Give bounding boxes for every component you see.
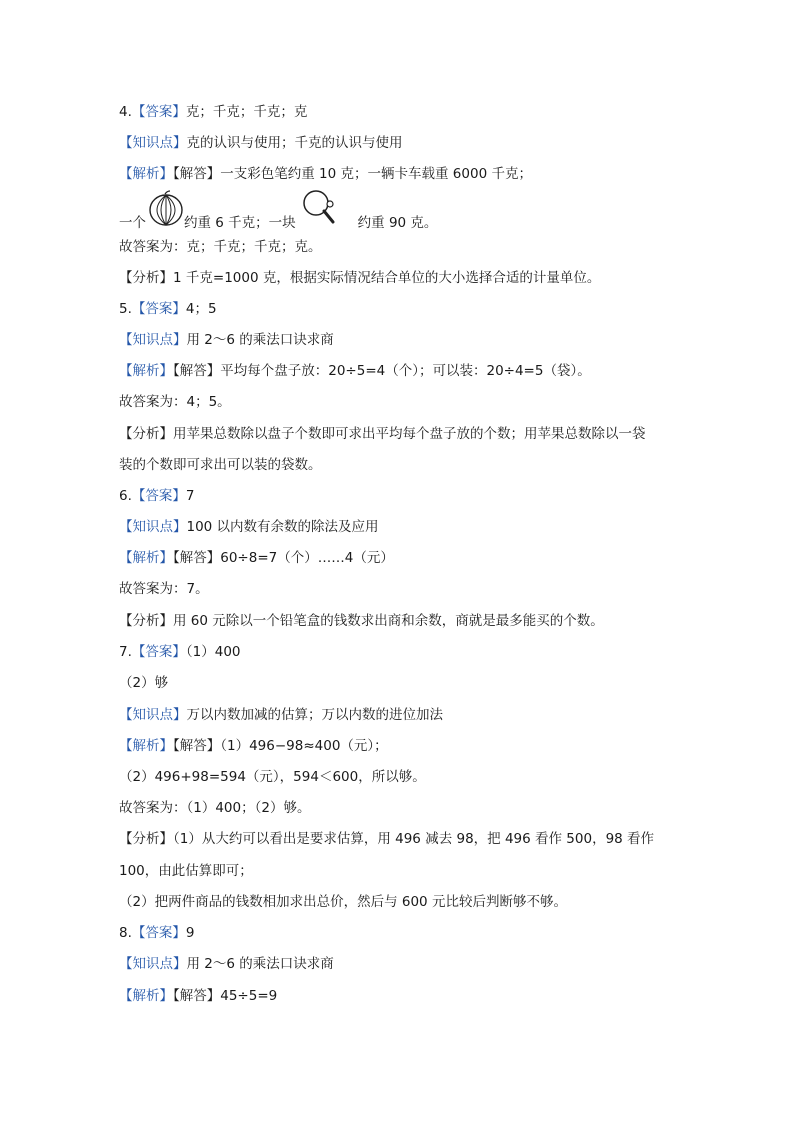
q8-solution: 45÷5=9 xyxy=(220,988,278,1004)
ping-pong-paddle-icon xyxy=(300,188,340,228)
q4-solution-2b: 约重 6 千克；一块 xyxy=(184,215,296,231)
solution-tag: 【解答】 xyxy=(173,166,221,182)
q7-answer-line xyxy=(119,643,241,661)
q7-result-line xyxy=(119,799,310,817)
q8-answer-line xyxy=(119,924,194,942)
q7-analysis-line-3 xyxy=(119,893,567,911)
q7-answer-2: （2）够 xyxy=(119,675,169,691)
q6-answer: 7 xyxy=(185,488,195,504)
q7-answer-1: （1）400 xyxy=(185,644,241,660)
q5-solution-line xyxy=(119,362,591,380)
q6-solution-line xyxy=(119,549,394,567)
q5-analysis-line-1 xyxy=(119,425,646,443)
q6-result: 故答案为：7。 xyxy=(119,581,209,597)
q7-result: 故答案为：（1）400；（2）够。 xyxy=(119,800,311,816)
q5-knowledge-line xyxy=(119,331,334,349)
q7-analysis-1: （1）从大约可以看出是要求估算，用 496 减去 98，把 496 看作 500，98 看作 xyxy=(173,831,655,847)
q6-knowledge: 100 以内数有余数的除法及应用 xyxy=(186,519,379,535)
q7-analysis-line-2 xyxy=(119,862,253,880)
q8-knowledge-line xyxy=(119,955,334,973)
q4-analysis-line xyxy=(119,269,600,287)
q4-solution-2a: 一个 xyxy=(119,215,146,231)
analysis-tag: 【解析】 xyxy=(119,988,173,1004)
watermelon-icon xyxy=(148,190,184,226)
q5-answer-line xyxy=(119,300,217,318)
answer-tag: 【答案】 xyxy=(131,925,186,941)
q4-knowledge: 克的认识与使用；千克的认识与使用 xyxy=(186,135,403,151)
q4-solution-line-1 xyxy=(119,165,532,183)
q4-answer-line xyxy=(119,103,307,121)
q4-answer: 克；千克；千克；克 xyxy=(185,104,308,120)
solution-tag: 【解答】 xyxy=(173,550,221,566)
analysis-note-tag: 【分析】 xyxy=(119,426,173,442)
q4-number: 4. xyxy=(119,104,132,120)
q7-solution-line-1 xyxy=(119,737,388,755)
q6-solution: 60÷8=7（个）……4（元） xyxy=(220,550,394,566)
q6-knowledge-line xyxy=(119,518,379,536)
q4-analysis: 1 千克=1000 克，根据实际情况结合单位的大小选择合适的计量单位。 xyxy=(173,270,601,286)
q8-knowledge: 用 2～6 的乘法口诀求商 xyxy=(186,956,334,972)
q7-analysis-line-1 xyxy=(119,830,654,848)
solution-tag: 【解答】 xyxy=(173,363,221,379)
q7-analysis-3: （2）把两件商品的钱数相加求出总价，然后与 600 元比较后判断够不够。 xyxy=(119,894,567,910)
q4-solution-1: 一支彩色笔约重 10 克；一辆卡车载重 6000 千克； xyxy=(220,166,532,182)
q5-analysis-1: 用苹果总数除以盘子个数即可求出平均每个盘子放的个数；用苹果总数除以一袋 xyxy=(173,426,646,442)
knowledge-tag: 【知识点】 xyxy=(119,707,187,723)
q6-analysis-line xyxy=(119,612,604,630)
q4-result-line xyxy=(119,238,322,256)
q6-analysis: 用 60 元除以一个铅笔盒的钱数求出商和余数，商就是最多能买的个数。 xyxy=(173,613,604,629)
q7-solution-line-2 xyxy=(119,768,426,786)
answer-tag: 【答案】 xyxy=(131,644,186,660)
analysis-tag: 【解析】 xyxy=(119,363,173,379)
q7-knowledge: 万以内数加减的估算；万以内数的进位加法 xyxy=(186,707,443,723)
q8-solution-line xyxy=(119,987,277,1005)
q5-number: 5. xyxy=(119,301,132,317)
solution-tag: 【解答】 xyxy=(173,988,221,1004)
q8-answer: 9 xyxy=(185,925,195,941)
knowledge-tag: 【知识点】 xyxy=(119,519,187,535)
q8-number: 8. xyxy=(119,925,132,941)
q5-answer: 4；5 xyxy=(185,301,217,317)
analysis-note-tag: 【分析】 xyxy=(119,831,173,847)
answer-tag: 【答案】 xyxy=(131,488,186,504)
knowledge-tag: 【知识点】 xyxy=(119,135,187,151)
q5-analysis-2: 装的个数即可求出可以装的袋数。 xyxy=(119,457,322,473)
q4-solution-2c: 约重 90 克。 xyxy=(357,215,438,231)
q5-solution: 平均每个盘子放：20÷5=4（个）；可以装：20÷4=5（袋）。 xyxy=(220,363,591,379)
answer-tag: 【答案】 xyxy=(131,104,186,120)
q5-analysis-line-2 xyxy=(119,456,322,474)
q7-solution-1: （1）496−98≈400（元）； xyxy=(220,738,388,754)
analysis-tag: 【解析】 xyxy=(119,738,173,754)
analysis-note-tag: 【分析】 xyxy=(119,270,173,286)
q6-number: 6. xyxy=(119,488,132,504)
q5-result: 故答案为：4；5。 xyxy=(119,394,231,410)
analysis-tag: 【解析】 xyxy=(119,550,173,566)
q7-number: 7. xyxy=(119,644,132,660)
q7-analysis-2: 100，由此估算即可； xyxy=(119,863,253,879)
analysis-tag: 【解析】 xyxy=(119,166,173,182)
knowledge-tag: 【知识点】 xyxy=(119,956,187,972)
q7-solution-2: （2）496+98=594（元），594＜600，所以够。 xyxy=(119,769,426,785)
q6-result-line xyxy=(119,580,209,598)
solution-tag: 【解答】 xyxy=(173,738,221,754)
q5-knowledge: 用 2～6 的乘法口诀求商 xyxy=(186,332,334,348)
q7-answer-line-2 xyxy=(119,674,168,692)
q5-result-line xyxy=(119,393,231,411)
q4-result: 故答案为：克；千克；千克；克。 xyxy=(119,239,322,255)
q7-knowledge-line xyxy=(119,706,443,724)
q4-knowledge-line xyxy=(119,134,403,152)
analysis-note-tag: 【分析】 xyxy=(119,613,173,629)
q6-answer-line xyxy=(119,487,194,505)
answer-tag: 【答案】 xyxy=(131,301,186,317)
knowledge-tag: 【知识点】 xyxy=(119,332,187,348)
